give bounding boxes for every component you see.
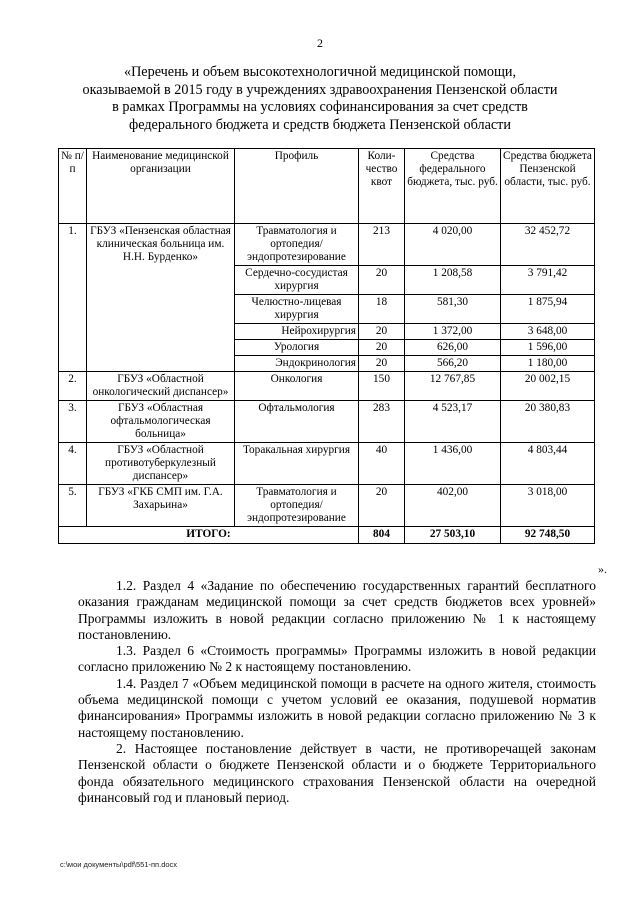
paragraph: 2. Настоящее постановление действует в части, не противоречащей законам Пензенской области о бюджете Пензенской области и о бюджете Территориального фонда обязательного медицинского страхования Пензенской области на очередной финансовый год и плановый период.: [78, 740, 596, 805]
table-header-row: [59, 149, 595, 224]
cell-num: 1.: [59, 224, 87, 372]
cell-regional: 3 791,42: [501, 266, 595, 295]
cell-qty: 20: [359, 356, 405, 372]
header-federal: Средства федерального бюджета, тыс. руб.: [405, 149, 501, 224]
cell-federal: 4 523,17: [405, 401, 501, 443]
cell-profile: Травматология и ортопедия/ эндопротезирование: [235, 485, 359, 527]
cell-org: ГБУЗ «Областная офтальмологическая больница»: [87, 401, 235, 443]
title-line: «Перечень и объем высокотехнологичной медицинской помощи,: [123, 64, 517, 80]
body-text: [78, 578, 596, 806]
header-qty: Коли-чество квот: [359, 149, 405, 224]
cell-federal: 1 208,58: [405, 266, 501, 295]
cell-regional: 4 803,44: [501, 443, 595, 485]
cell-profile: Травматология и ортопедия/ эндопротезирование: [235, 224, 359, 266]
cell-regional: 1 875,94: [501, 295, 595, 324]
cell-qty: 213: [359, 224, 405, 266]
header-org: Наименование медицинской организации: [87, 149, 235, 224]
paragraph: 1.2. Раздел 4 «Задание по обеспечению государственных гарантий бесплатного оказания гражданам медицинской помощи за счет средств бюджетов всех уровней» Программы изложить в новой редакции согласно приложению № 1 к настоящему постановлению.: [78, 578, 596, 642]
cell-num: 2.: [59, 372, 87, 401]
cell-federal: 12 767,85: [405, 372, 501, 401]
total-qty: 804: [359, 527, 405, 544]
paragraph: 1.3. Раздел 6 «Стоимость программы» Программы изложить в новой редакции согласно приложению № 2 к настоящему постановлению.: [78, 643, 596, 675]
cell-federal: 402,00: [405, 485, 501, 527]
cell-qty: 20: [359, 485, 405, 527]
title-line: оказываемой в 2015 году в учреждениях здравоохранения Пензенской области: [82, 81, 558, 98]
table-row: [59, 224, 595, 266]
cell-regional: 20 380,83: [501, 401, 595, 443]
paragraph: 1.4. Раздел 7 «Объем медицинской помощи в расчете на одного жителя, стоимость объема медицинской помощи с учетом условий ее оказания, подушевой норматив финансирования» Программы изложить в новой редакции согласно приложению № 3 к настоящему постановлению.: [78, 675, 596, 740]
cell-regional: 3 018,00: [501, 485, 595, 527]
cell-org: ГБУЗ «Областной онкологический диспансер»: [87, 372, 235, 401]
cell-federal: 4 020,00: [405, 224, 501, 266]
cell-federal: 626,00: [405, 340, 501, 356]
cell-profile: Торакальная хирургия: [235, 443, 359, 485]
table-row: [59, 372, 595, 401]
total-federal: 27 503,10: [405, 527, 501, 544]
table-row: [59, 443, 595, 485]
total-label: ИТОГО:: [59, 527, 359, 544]
total-row: [59, 527, 595, 544]
cell-regional: 20 002,15: [501, 372, 595, 401]
cell-federal: 566,20: [405, 356, 501, 372]
cell-org: ГБУЗ «Пензенская областная клиническая больница им. Н.Н. Бурденко»: [87, 224, 235, 372]
cell-qty: 283: [359, 401, 405, 443]
closing-quote: ».: [598, 562, 607, 576]
header-profile: Профиль: [235, 149, 359, 224]
cell-profile: Офтальмология: [235, 401, 359, 443]
cell-regional: 3 648,00: [501, 324, 595, 340]
file-path-footer: c:\мои документы\pdf\551-пп.docx: [60, 860, 178, 869]
cell-profile: Челюстно-лицевая хирургия: [235, 295, 359, 324]
cell-profile: Эндокринология: [235, 356, 359, 372]
cell-federal: 1 372,00: [405, 324, 501, 340]
cell-regional: 1 596,00: [501, 340, 595, 356]
cell-regional: 32 452,72: [501, 224, 595, 266]
title-line: федерального бюджета и средств бюджета Пензенской области: [129, 116, 511, 133]
title-line: в рамках Программы на условиях софинансирования за счет средств: [112, 99, 528, 115]
cell-profile: Онкология: [235, 372, 359, 401]
cell-qty: 40: [359, 443, 405, 485]
header-regional: Средства бюджета Пензенской области, тыс. руб.: [501, 149, 595, 224]
cell-num: 5.: [59, 485, 87, 527]
cell-qty: 20: [359, 266, 405, 295]
cell-num: 3.: [59, 401, 87, 443]
cell-regional: 1 180,00: [501, 356, 595, 372]
cell-num: 4.: [59, 443, 87, 485]
cell-profile: Сердечно-сосудистая хирургия: [235, 266, 359, 295]
table-row: [59, 485, 595, 527]
cell-profile: Нейрохирургия: [235, 324, 359, 340]
page-number: 2: [317, 36, 323, 50]
cell-qty: 20: [359, 340, 405, 356]
cell-org: ГБУЗ «Областной противотуберкулезный диспансер»: [87, 443, 235, 485]
total-regional: 92 748,50: [501, 527, 595, 544]
cell-federal: 581,30: [405, 295, 501, 324]
cell-org: ГБУЗ «ГКБ СМП им. Г.А. Захарьина»: [87, 485, 235, 527]
table-row: [59, 401, 595, 443]
cell-federal: 1 436,00: [405, 443, 501, 485]
cell-profile: Урология: [235, 340, 359, 356]
table-title: [60, 64, 580, 134]
cell-qty: 18: [359, 295, 405, 324]
htmp-table: [58, 148, 595, 544]
cell-qty: 150: [359, 372, 405, 401]
header-num: № п/п: [59, 149, 87, 224]
cell-qty: 20: [359, 324, 405, 340]
